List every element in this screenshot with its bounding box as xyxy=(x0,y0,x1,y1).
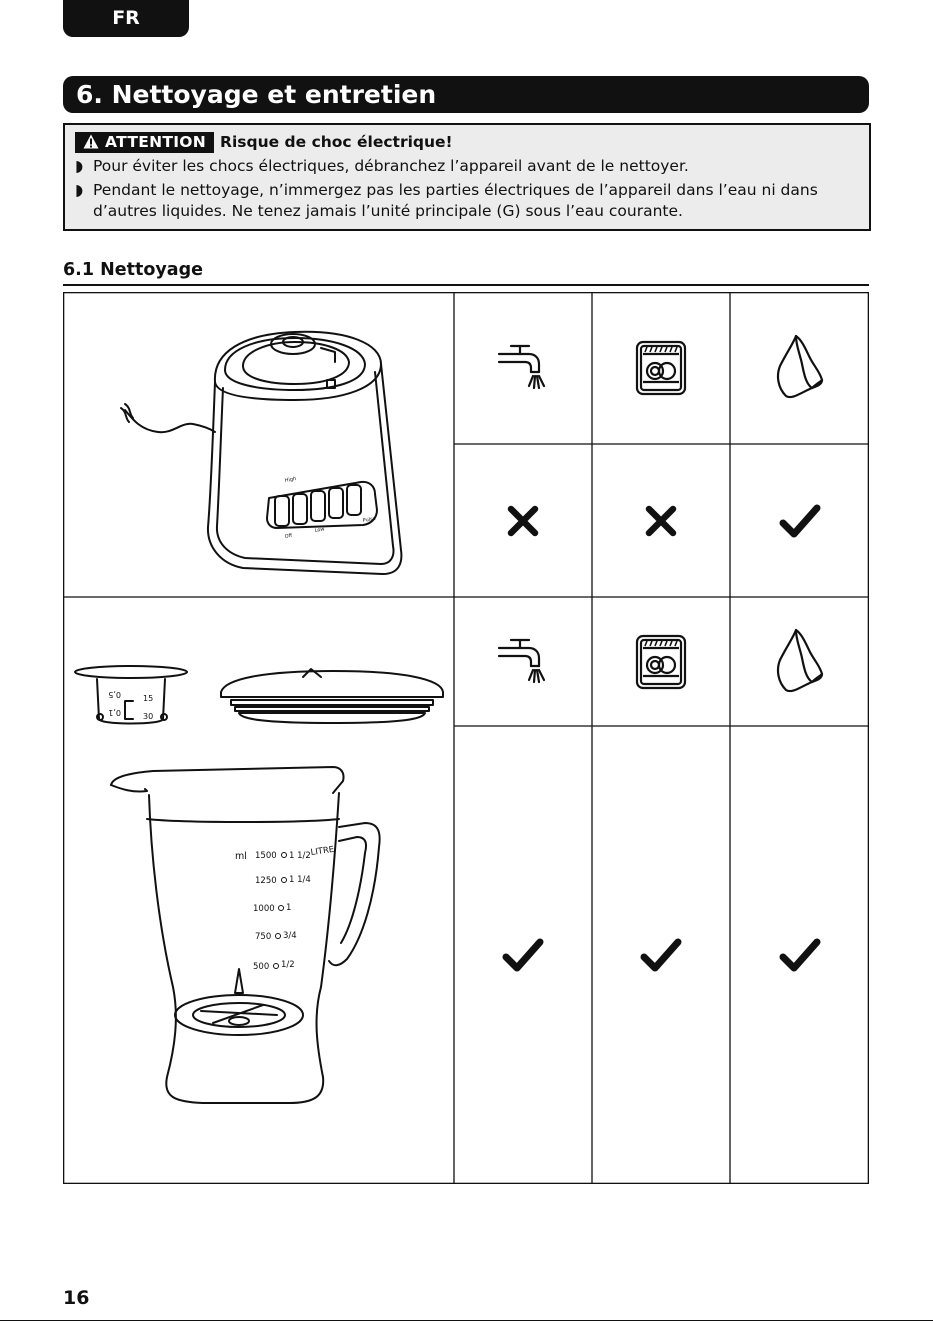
jug-mark-ml: 750 xyxy=(255,932,272,942)
tap-water-icon xyxy=(491,336,555,400)
warning-bullet-text: Pour éviter les chocs électriques, débranchez l’appareil avant de le nettoyer. xyxy=(93,157,689,175)
cloth-icon xyxy=(730,292,869,444)
jug-mark-litre: 1/2 xyxy=(281,960,295,970)
blender-base-image xyxy=(63,292,454,597)
jug-scale-unit: ml xyxy=(235,851,247,862)
jug-mark-litre: 1 xyxy=(286,903,292,913)
warning-title: Risque de choc électrique! xyxy=(220,133,453,151)
tap-water-icon xyxy=(491,630,555,694)
result-check-dishwasher-jug xyxy=(592,726,730,1184)
check-icon xyxy=(779,937,821,973)
bottom-rule xyxy=(0,1320,933,1321)
tap-water-icon xyxy=(454,597,592,726)
result-check-tap-jug xyxy=(454,726,592,1184)
warning-bullet xyxy=(75,156,859,177)
control-label-off: Off xyxy=(284,532,293,540)
tap-water-icon xyxy=(454,292,592,444)
control-label-high: High xyxy=(284,476,297,484)
warning-box xyxy=(63,123,871,231)
cap-label-15: 15 xyxy=(143,694,154,703)
jug-mark-litre: 1 1/4 xyxy=(289,875,311,885)
result-cross-dishwasher-base xyxy=(592,444,730,597)
cross-icon xyxy=(506,504,540,538)
cross-icon xyxy=(644,504,678,538)
jug-mark-ml: 500 xyxy=(253,962,270,972)
result-check-cloth-jug xyxy=(730,726,869,1184)
jug-mark-ml: 1500 xyxy=(255,851,277,861)
jug-mark-litre: 3/4 xyxy=(283,931,297,941)
language-tab: FR xyxy=(63,0,189,37)
check-icon xyxy=(640,937,682,973)
check-icon xyxy=(502,937,544,973)
bullet-marker-icon: ◗ xyxy=(75,181,84,199)
dishwasher-icon xyxy=(633,338,689,398)
dishwasher-icon xyxy=(592,292,730,444)
subsection-title: 6.1 Nettoyage xyxy=(63,258,869,286)
warning-header xyxy=(75,132,859,153)
jug-mark-litre: 1 1/2 xyxy=(289,851,311,861)
jug-mark-ml: 1000 xyxy=(253,904,275,914)
section-title: 6. Nettoyage et entretien xyxy=(63,76,869,113)
result-cross-tap-base xyxy=(454,444,592,597)
page-number: 16 xyxy=(63,1287,90,1309)
cloth-icon xyxy=(772,626,828,698)
warning-bullet-text: Pendant le nettoyage, n’immergez pas les parties électriques de l’appareil dans l’eau ni dans d’autres liquides. Ne tenez jamais l’unité principale (G) sous l’eau courante. xyxy=(93,181,818,220)
dishwasher-icon xyxy=(592,597,730,726)
dishwasher-icon xyxy=(633,632,689,692)
cleaning-table xyxy=(63,292,869,1184)
result-check-cloth-base xyxy=(730,444,869,597)
cap-label-0-5: 0,5 xyxy=(108,690,121,699)
warning-triangle-icon xyxy=(83,134,99,149)
control-label-low: Low xyxy=(314,526,326,534)
bullet-marker-icon: ◗ xyxy=(75,157,84,175)
cap-label-0-1: 0,1 xyxy=(108,708,121,717)
motor-base-illustration xyxy=(63,292,454,597)
control-label-pulse: Pulse xyxy=(362,515,377,524)
check-icon xyxy=(779,503,821,539)
jug-mark-ml: 1250 xyxy=(255,876,277,886)
cloth-icon xyxy=(730,597,869,726)
cap-label-30: 30 xyxy=(143,712,154,721)
jug-scale-labels xyxy=(63,597,454,1184)
attention-badge xyxy=(75,132,214,153)
attention-badge-label: ATTENTION xyxy=(105,133,207,151)
jug-litre-unit: LITRE xyxy=(310,844,335,858)
cloth-icon xyxy=(772,332,828,404)
warning-bullet xyxy=(75,180,859,222)
